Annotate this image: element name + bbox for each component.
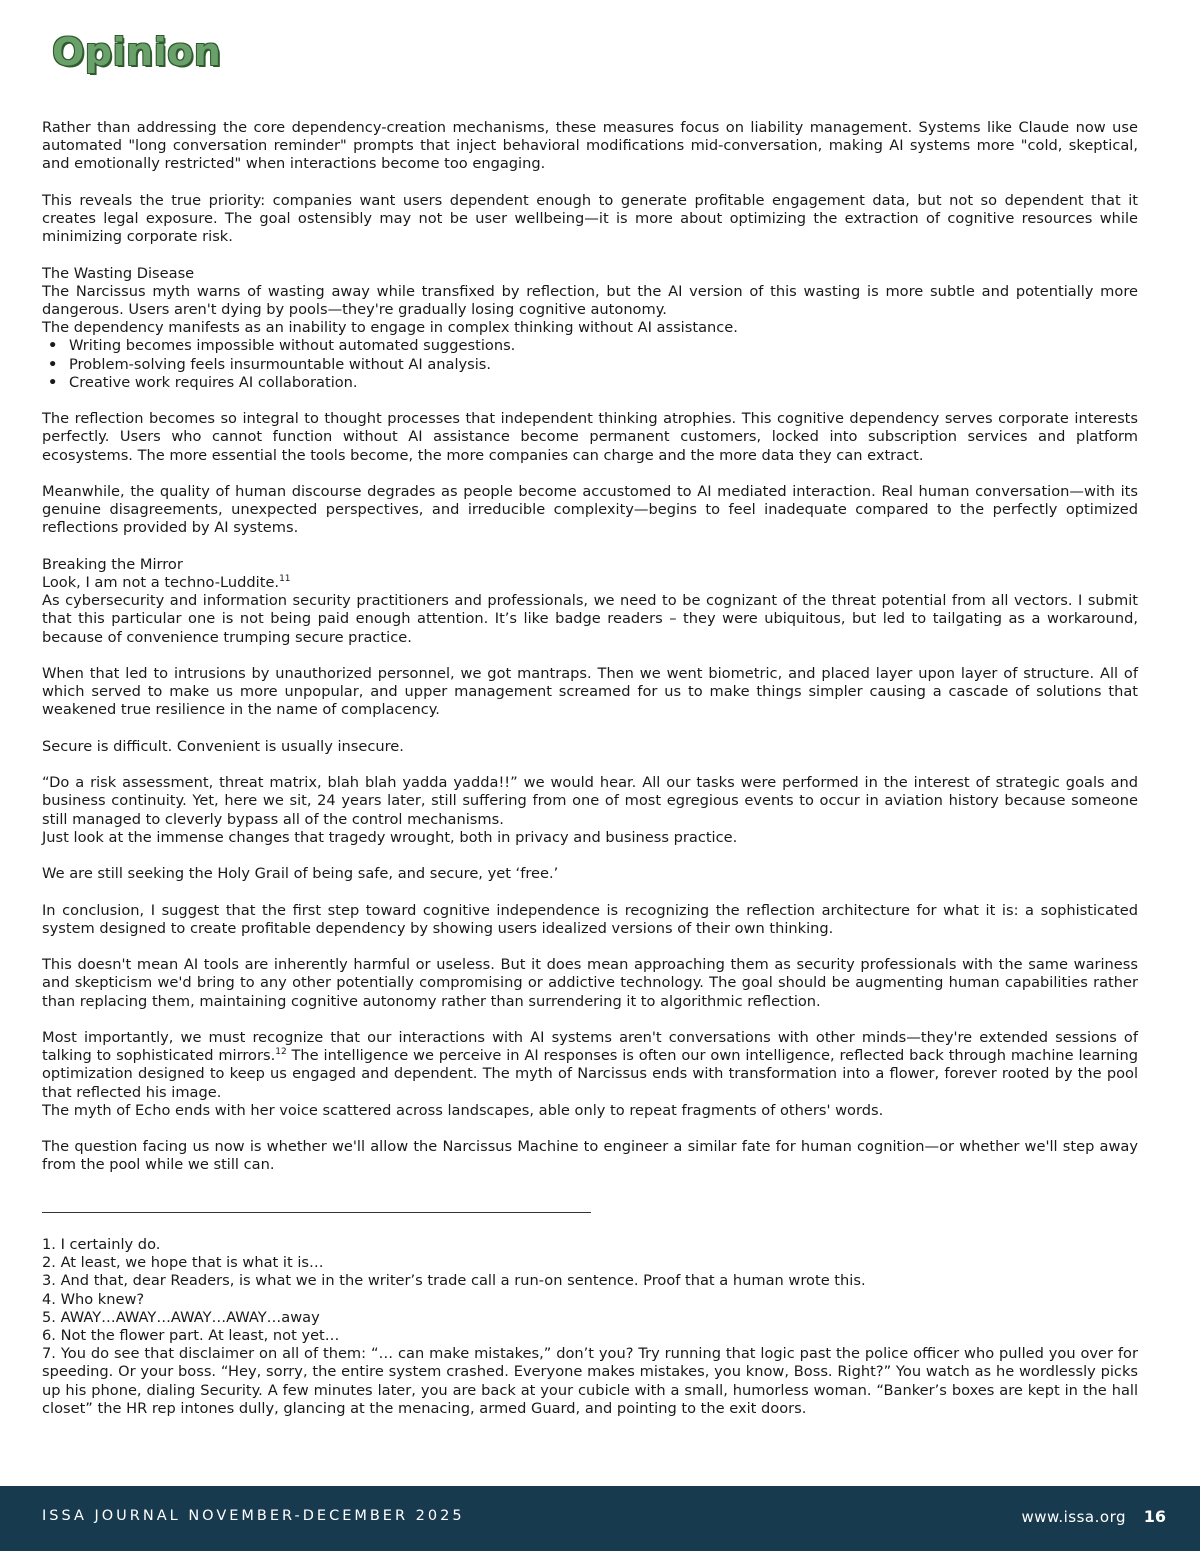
footnote: 1. I certainly do. xyxy=(42,1236,161,1253)
paragraph: When that led to intrusions by unauthorized personnel, we got mantraps. Then we went biometric, and placed layer upon layer of structure. All of which served to make us more unpopular, and upper management screamed for us to make things simpler causing a cascade of solutions that weakened true resilience in the name of complacency. xyxy=(42,665,1138,719)
paragraph: “Do a risk assessment, threat matrix, blah blah yadda yadda!!” we would hear. All our tasks were performed in the interest of strategic goals and business continuity. Yet, here we sit, 24 years later, still suffering from one of most egregious events to occur in aviation history because someone still managed to cleverly bypass all of the control mechanisms. xyxy=(42,774,1138,828)
paragraph: The reflection becomes so integral to thought processes that independent thinking atrophies. This cognitive dependency serves corporate interests perfectly. Users who cannot function without AI assistance become permanent customers, locked into subscription services and platform ecosystems. The more essential the tools become, the more companies can charge and the more data they can extract. xyxy=(42,410,1138,464)
paragraph: Just look at the immense changes that tragedy wrought, both in privacy and business practice. xyxy=(42,828,738,846)
page-number: 16 xyxy=(1143,1507,1166,1526)
footnote: 7. You do see that disclaimer on all of them: “… can make mistakes,” don’t you? Try running that logic past the police officer who pulled you over for speeding. Or your boss. “Hey, sorry, the entire system crashed. Everyone makes mistakes, you know, Boss. Right?” You watch as he wordlessly picks up his phone, dialing Security. A few minutes later, you are back at your cubicle with a small, humorless woman. “Banker’s boxes are kept in the hall closet” the HR rep intones dully, glancing at the menacing, armed Guard, and pointing to the exit doors. xyxy=(42,1345,1138,1417)
paragraph: The Narcissus myth warns of wasting away while transfixed by reflection, but the AI version of this wasting is more subtle and potentially more dangerous. Users aren't dying by pools—they're gradually losing cognitive autonomy. xyxy=(42,282,1138,318)
paragraph: This doesn't mean AI tools are inherently harmful or useless. But it does mean approaching them as security professionals with the same wariness and skepticism we'd bring to any other potentially compromising or addictive technology. The goal should be augmenting human capabilities rather than replacing them, maintaining cognitive autonomy rather than surrendering it to algorithmic reflection. xyxy=(42,956,1138,1010)
paragraph xyxy=(42,1029,1138,1102)
paragraph: We are still seeking the Holy Grail of being safe, and secure, yet ‘free.’ xyxy=(42,865,559,883)
website-link[interactable]: www.issa.org xyxy=(1021,1508,1126,1526)
footnotes xyxy=(42,1236,1138,1418)
bullet-list xyxy=(42,337,1138,392)
sentence: Look, I am not a techno-Luddite. xyxy=(42,574,280,591)
list-item: • Writing becomes impossible without automated suggestions. xyxy=(69,337,1138,355)
footnote-divider xyxy=(42,1212,591,1213)
footnote: 2. At least, we hope that is what it is… xyxy=(42,1254,324,1272)
paragraph: Secure is difficult. Convenient is usually insecure. xyxy=(42,737,404,755)
paragraph xyxy=(42,574,1138,592)
list-item: • Problem-solving feels insurmountable without AI analysis. xyxy=(69,356,1138,374)
footnote: 4. Who knew? xyxy=(42,1290,145,1308)
footnote-ref: 11 xyxy=(279,574,291,585)
sentence: Most importantly, we must recognize that our interactions with AI systems aren't conversations with other minds—they're extended sessions of talking to sophisticated mirrors. xyxy=(42,1028,1138,1065)
paragraph: As cybersecurity and information security practitioners and professionals, we need to be cognizant of the threat potential from all vectors. I submit that this particular one is not being paid enough attention. It’s like badge readers – they were ubiquitous, but led to tailgating as a workaround, because of convenience trumping secure practice. xyxy=(42,592,1138,646)
section-title: Opinion xyxy=(52,30,222,74)
paragraph: The dependency manifests as an inability to engage in complex thinking without AI assistance. xyxy=(42,319,738,337)
journal-issue: ISSA JOURNAL NOVEMBER-DECEMBER 2025 xyxy=(42,1508,465,1524)
footnote: 5. AWAY…AWAY…AWAY…AWAY…away xyxy=(42,1308,320,1326)
paragraph: The myth of Echo ends with her voice scattered across landscapes, able only to repeat fragments of others' words. xyxy=(42,1101,884,1119)
subheading-breaking-the-mirror: Breaking the Mirror xyxy=(42,555,183,573)
article-body xyxy=(42,119,1138,1175)
paragraph: The question facing us now is whether we'll allow the Narcissus Machine to engineer a similar fate for human cognition—or whether we'll step away from the pool while we still can. xyxy=(42,1138,1138,1174)
footnote: 3. And that, dear Readers, is what we in the writer’s trade call a run-on sentence. Proof that a human wrote this. xyxy=(42,1272,866,1290)
footnote-ref: 12 xyxy=(275,1047,287,1058)
paragraph: This reveals the true priority: companies want users dependent enough to generate profitable engagement data, but not so dependent that it creates legal exposure. The goal ostensibly may not be user wellbeing—it is more about optimizing the extraction of cognitive resources while minimizing corporate risk. xyxy=(42,191,1138,246)
subheading-wasting-disease: The Wasting Disease xyxy=(42,264,195,282)
list-item: • Creative work requires AI collaboration. xyxy=(69,374,1138,392)
paragraph: Rather than addressing the core dependency-creation mechanisms, these measures focus on liability management. Systems like Claude now use automated "long conversation reminder" prompts that inject behavioral modifications mid-conversation, making AI systems more "cold, skeptical, and emotionally restricted" when interactions become too engaging. xyxy=(42,119,1138,173)
paragraph: In conclusion, I suggest that the first step toward cognitive independence is recognizing the reflection architecture for what it is: a sophisticated system designed to create profitable dependency by showing users idealized versions of their own thinking. xyxy=(42,901,1138,937)
footnote: 6. Not the flower part. At least, not yet… xyxy=(42,1327,340,1345)
paragraph: Meanwhile, the quality of human discourse degrades as people become accustomed to AI mediated interaction. Real human conversation—with its genuine disagreements, unexpected perspectives, and irreducible complexity—begins to feel inadequate compared to the perfectly optimized reflections provided by AI systems. xyxy=(42,483,1138,537)
page-footer xyxy=(0,1486,1200,1551)
sentence: The intelligence we perceive in AI responses is often our own intelligence, reflected back through machine learning optimization designed to keep us engaged and dependent. The myth of Narcissus ends with transformation into a flower, forever rooted by the pool that reflected his image. xyxy=(42,1047,1138,1101)
